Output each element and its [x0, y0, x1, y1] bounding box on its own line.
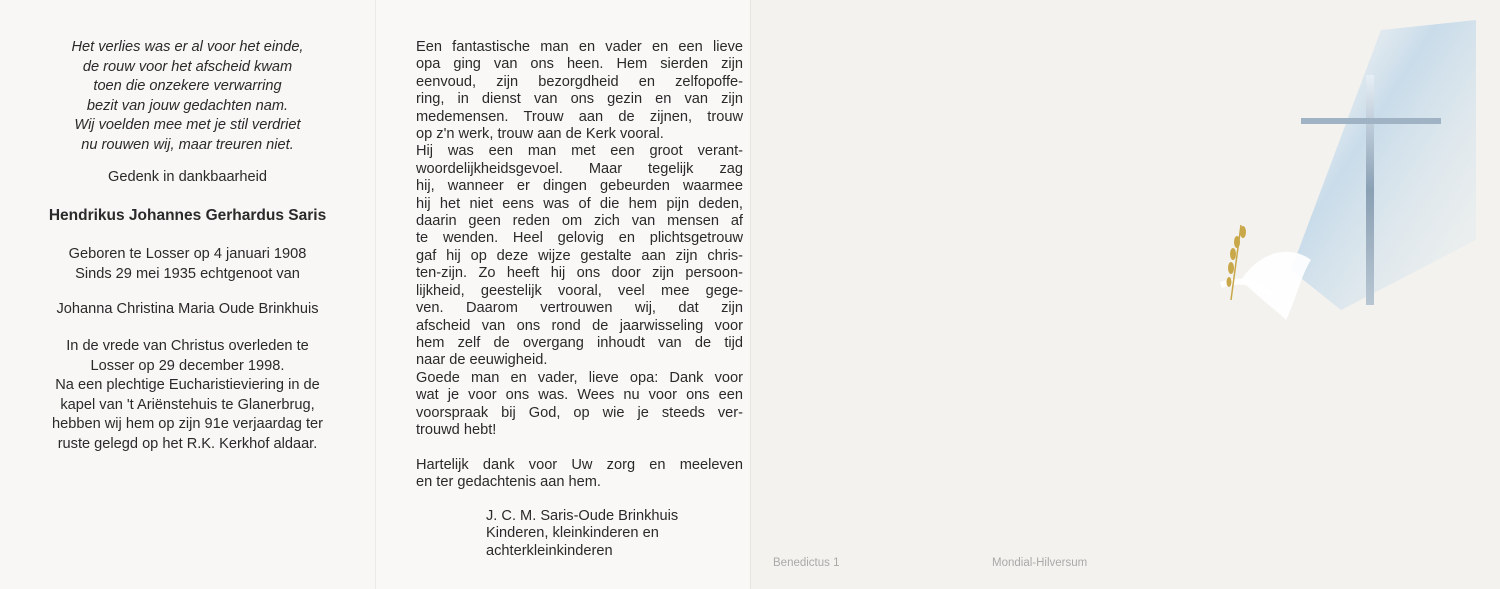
text-line: naar de eeuwigheid.: [416, 352, 548, 369]
signature-line: Kinderen, kleinkinderen en: [486, 525, 659, 542]
text-line: voorspraak bij God, op wie je steeds ver-: [416, 404, 743, 421]
text-line: ven. Daarom vertrouwen wij, dat zijn: [416, 300, 743, 317]
poem-line: Wij voelden mee met je stil verdriet: [74, 117, 301, 133]
text-line: Een fantastische man en vader en een lieve: [416, 39, 743, 55]
wheat-icon: [1227, 225, 1247, 300]
tribute-text: [416, 39, 743, 492]
spouse-name: Johanna Christina Maria Oude Brinkhuis: [56, 301, 319, 317]
gedenk-text: Gedenk in dankbaarheid: [107, 169, 268, 185]
text-line: en ter gedachtenis aan hem.: [416, 474, 601, 491]
text-line: woordelijkheidsgevoel. Maar tegelijk zag: [416, 160, 743, 177]
footer-printer: Mondial-Hilversum: [992, 557, 1088, 569]
poem-line: de rouw voor het afscheid kwam: [82, 58, 293, 75]
death-line: kapel van 't Ariënstehuis te Glanerbrug,: [60, 396, 315, 413]
poem-line: Het verlies was er al voor het einde,: [71, 39, 304, 55]
text-line: Goede man en vader, lieve opa: Dank voor: [416, 369, 743, 386]
death-line: Losser op 29 december 1998.: [90, 357, 285, 374]
text-line: medemensen. Trouw aan de zijnen, trouw: [416, 108, 743, 125]
text-line: op z'n werk, trouw aan de Kerk vooral.: [416, 126, 664, 143]
signature-line: achterkleinkinderen: [486, 542, 613, 559]
poem: [0, 38, 375, 155]
middle-panel: [375, 0, 750, 589]
birth-line: Sinds 29 mei 1935 echtgenoot van: [75, 265, 300, 282]
death-line: In de vrede van Christus overleden te: [66, 338, 309, 354]
cross-dove-illustration: [1201, 20, 1481, 330]
text-line: Hij was een man met een groot verant-: [416, 143, 743, 160]
death-line: Na een plechtige Eucharistieviering in de: [55, 377, 320, 393]
text-line: lijkheid, geestelijk vooral, veel mee gege-: [416, 282, 743, 299]
footer-series: Benedictus 1: [773, 557, 840, 569]
paragraph-spacer: [416, 439, 743, 456]
text-line: opa ging van ons heen. Hem sierden zijn: [416, 56, 743, 73]
deceased-name: Hendrikus Johannes Gerhardus Saris: [48, 207, 327, 224]
dove-icon: [1221, 252, 1311, 320]
text-line: wat je voor ons was. Wees nu voor ons een: [416, 387, 743, 404]
text-line: Hartelijk dank voor Uw zorg en meeleven: [416, 456, 743, 473]
text-line: hij het niet eens was of die hem pijn deden,: [416, 195, 743, 212]
birth-line: Geboren te Losser op 4 januari 1908: [68, 246, 307, 262]
sky-glow: [1291, 20, 1476, 310]
text-line: ring, in dienst van ons gezin en van zijn: [416, 91, 743, 108]
signature: [486, 508, 678, 560]
poem-line: toen die onzekere verwarring: [93, 78, 282, 94]
text-line: ten-zijn. Zo heeft hij ons door zijn persoon-: [416, 265, 743, 282]
text-line: hem zelf de overgang inhoudt van de tijd: [416, 334, 743, 351]
birth-info: [0, 245, 375, 284]
poem-line: bezit van jouw gedachten nam.: [86, 97, 289, 114]
text-line: gaf hij op deze wijze gestalte aan zijn chris-: [416, 247, 743, 264]
right-panel: [750, 0, 1500, 589]
text-line: hij, wanneer er dingen gebeurden waarmee: [416, 178, 743, 195]
left-panel: [0, 0, 375, 589]
text-line: trouwd hebt!: [416, 421, 497, 438]
death-info: [0, 337, 375, 454]
text-line: te wenden. Heel gelovig en plichtsgetrouw: [416, 230, 743, 247]
death-line: ruste gelegd op het R.K. Kerkhof aldaar.: [57, 435, 318, 452]
text-line: daarin geen reden om zich van mensen af: [416, 213, 743, 230]
text-line: afscheid van ons rond de jaarwisseling voor: [416, 317, 743, 334]
death-line: hebben wij hem op zijn 91e verjaardag ter: [52, 416, 323, 432]
text-line: eenvoud, zijn bezorgdheid en zelfopoffe-: [416, 73, 743, 90]
signature-line: J. C. M. Saris-Oude Brinkhuis: [486, 508, 679, 524]
poem-line: nu rouwen wij, maar treuren niet.: [81, 136, 294, 153]
